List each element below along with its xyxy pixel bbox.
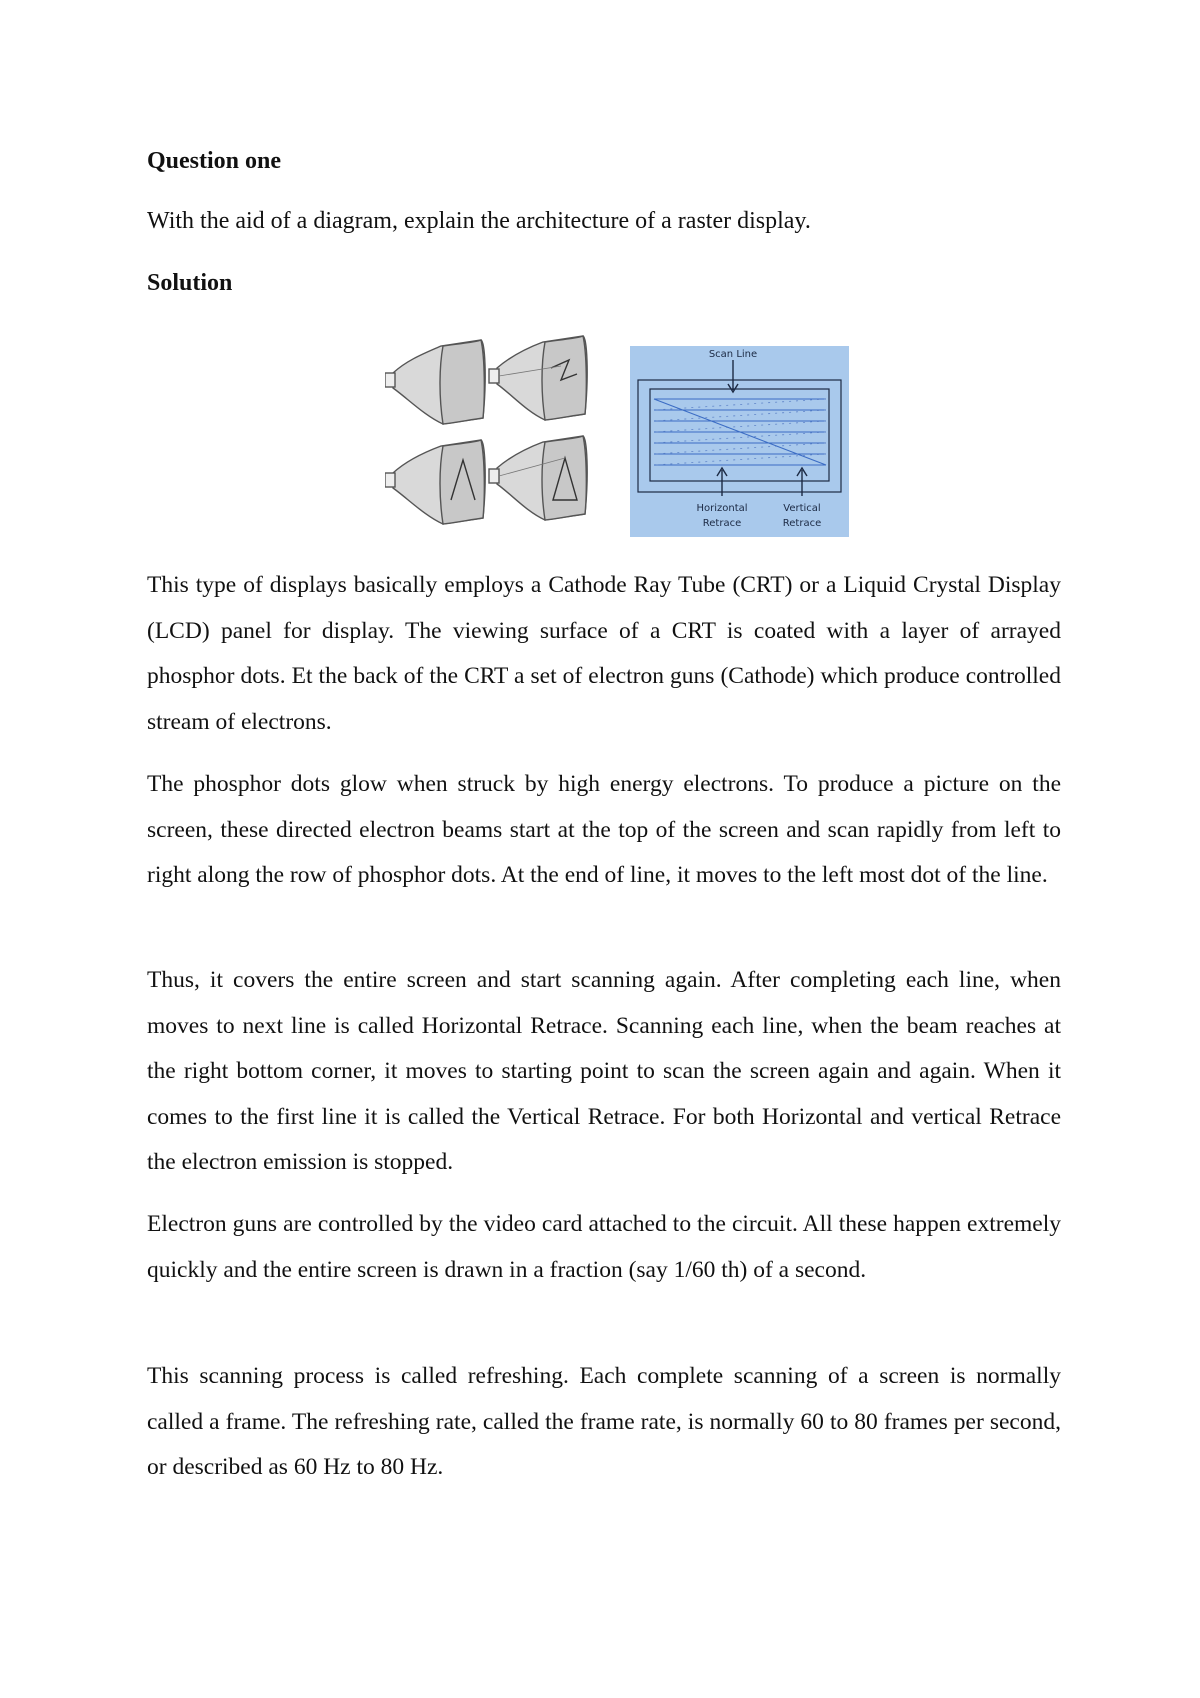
question-text: With the aid of a diagram, explain the architecture of a raster display. bbox=[147, 208, 811, 234]
horizontal-retrace-sub-label: Retrace bbox=[702, 518, 742, 529]
raster-display-figure bbox=[385, 328, 865, 540]
crt-monitor-3 bbox=[385, 440, 485, 524]
paragraph-crt-intro: This type of displays basically employs a Cathode Ray Tube (CRT) or a Liquid Crystal Display (LCD) panel for display. The viewing surface of a CRT is coated with a layer of arrayed phosphor dots. Et the back of the CRT a set of electron guns (Cathode) which produce controlled stream of electrons. bbox=[147, 572, 1061, 735]
scan-line-label: Scan Line bbox=[708, 349, 758, 360]
crt-monitors-illustration bbox=[385, 328, 597, 540]
question-heading: Question one bbox=[147, 148, 282, 174]
solution-heading: Solution bbox=[147, 270, 233, 296]
raster-scan-diagram bbox=[630, 346, 849, 537]
horizontal-retrace-label: Horizontal bbox=[696, 503, 748, 514]
crt-monitor-1 bbox=[385, 340, 485, 424]
paragraph-electron-guns: Electron guns are controlled by the video card attached to the circuit. All these happen extremely quickly and the entire screen is drawn in a fraction (say 1/60 th) of a second. bbox=[147, 1211, 1061, 1283]
paragraph-phosphor-scan: The phosphor dots glow when struck by high energy electrons. To produce a picture on the screen, these directed electron beams start at the top of the screen and scan rapidly from left to right along the row of phosphor dots. At the end of line, it moves to the left most dot of the line. bbox=[147, 771, 1061, 888]
crt-monitor-2 bbox=[489, 336, 587, 420]
crt-monitor-4 bbox=[489, 436, 587, 520]
vertical-retrace-label: Vertical bbox=[783, 503, 821, 514]
vertical-retrace-sub-label: Retrace bbox=[782, 518, 822, 529]
paragraph-retrace: Thus, it covers the entire screen and start scanning again. After completing each line, when moves to next line is called Horizontal Retrace. Scanning each line, when the beam reaches at the right bottom corner, it moves to starting point to scan the screen again and again. When it comes to the first line it is called the Vertical Retrace. For both Horizontal and vertical Retrace the electron emission is stopped. bbox=[147, 967, 1061, 1175]
paragraph-refreshing: This scanning process is called refreshing. Each complete scanning of a screen is normally called a frame. The refreshing rate, called the frame rate, is normally 60 to 80 frames per second, or described as 60 Hz to 80 Hz. bbox=[147, 1363, 1061, 1480]
